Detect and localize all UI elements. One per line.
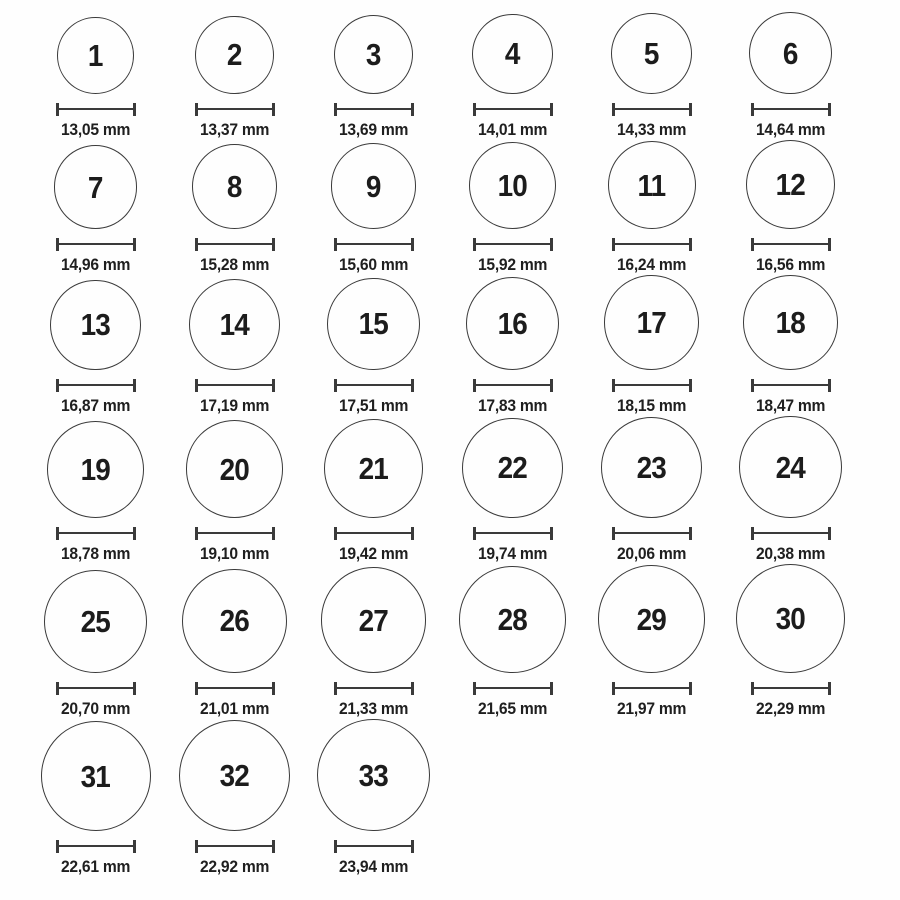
diameter-measure-line — [751, 238, 831, 251]
size-number: 17 — [636, 305, 667, 341]
diameter-measure-line — [334, 682, 414, 695]
diameter-label: 18,15 mm — [616, 396, 687, 415]
size-number: 1 — [88, 38, 103, 73]
diameter-measure-line — [334, 840, 414, 853]
diameter-measure-line — [612, 527, 692, 540]
diameter-label: 18,78 mm — [60, 544, 131, 563]
size-circle — [182, 569, 287, 674]
diameter-label: 23,94 mm — [338, 857, 409, 876]
size-circle — [189, 279, 280, 370]
chart-row — [26, 564, 900, 719]
diameter-label: 15,92 mm — [477, 255, 548, 274]
size-circle — [186, 420, 284, 518]
ring-size-cell — [165, 416, 304, 564]
size-number: 8 — [227, 169, 242, 205]
diameter-label: 17,19 mm — [199, 396, 270, 415]
diameter-label: 21,01 mm — [199, 699, 270, 718]
diameter-measure-line — [56, 103, 136, 116]
size-number: 3 — [366, 36, 381, 72]
diameter-measure-line — [334, 379, 414, 392]
size-circle — [317, 719, 429, 831]
diameter-label: 17,51 mm — [338, 396, 409, 415]
diameter-label: 13,05 mm — [60, 120, 131, 139]
size-circle — [601, 417, 702, 518]
size-circle — [462, 418, 562, 518]
diameter-measure-line — [195, 527, 275, 540]
diameter-label: 16,87 mm — [60, 396, 131, 415]
diameter-label: 14,01 mm — [477, 120, 548, 139]
ring-size-cell — [582, 275, 721, 416]
ring-size-cell — [165, 12, 304, 140]
ring-size-cell — [443, 564, 582, 719]
size-circle — [598, 565, 706, 673]
size-circle — [321, 567, 427, 673]
ring-size-cell — [443, 12, 582, 140]
size-number: 20 — [219, 451, 250, 487]
size-number: 15 — [358, 306, 389, 342]
ring-size-cell — [304, 416, 443, 564]
diameter-measure-line — [56, 840, 136, 853]
chart-row — [26, 140, 900, 275]
size-circle — [54, 145, 138, 229]
ring-size-cell — [26, 12, 165, 140]
size-circle — [459, 566, 566, 673]
ring-size-cell — [26, 275, 165, 416]
diameter-measure-line — [473, 238, 553, 251]
size-circle — [746, 140, 835, 229]
diameter-label: 16,24 mm — [616, 255, 687, 274]
diameter-measure-line — [473, 103, 553, 116]
diameter-measure-line — [751, 527, 831, 540]
diameter-label: 13,37 mm — [199, 120, 270, 139]
ring-size-cell — [26, 416, 165, 564]
diameter-measure-line — [473, 527, 553, 540]
size-circle — [611, 13, 692, 94]
diameter-label: 21,65 mm — [477, 699, 548, 718]
diameter-measure-line — [56, 379, 136, 392]
size-number: 31 — [80, 758, 111, 794]
size-number: 16 — [497, 305, 528, 341]
ring-size-cell — [26, 140, 165, 275]
size-number: 29 — [636, 601, 667, 637]
diameter-measure-line — [473, 682, 553, 695]
size-number: 5 — [644, 35, 659, 71]
diameter-measure-line — [334, 238, 414, 251]
size-number: 22 — [497, 450, 528, 486]
size-number: 9 — [366, 168, 381, 204]
diameter-measure-line — [612, 103, 692, 116]
diameter-measure-line — [56, 527, 136, 540]
ring-size-cell — [443, 140, 582, 275]
diameter-label: 20,06 mm — [616, 544, 687, 563]
diameter-measure-line — [195, 682, 275, 695]
diameter-measure-line — [751, 682, 831, 695]
diameter-measure-line — [195, 238, 275, 251]
ring-size-cell — [721, 140, 860, 275]
ring-size-cell — [304, 564, 443, 719]
ring-size-cell — [165, 275, 304, 416]
size-circle — [50, 280, 140, 370]
diameter-label: 16,56 mm — [755, 255, 826, 274]
size-number: 4 — [505, 36, 520, 72]
ring-size-cell — [304, 275, 443, 416]
size-number: 11 — [637, 167, 666, 203]
diameter-measure-line — [56, 238, 136, 251]
size-circle — [743, 275, 839, 370]
size-circle — [179, 720, 290, 831]
size-circle — [739, 416, 841, 518]
size-number: 10 — [497, 168, 528, 204]
size-number: 33 — [358, 757, 389, 793]
size-number: 19 — [80, 452, 111, 488]
size-circle — [195, 16, 273, 94]
size-circle — [736, 564, 845, 673]
diameter-measure-line — [751, 379, 831, 392]
diameter-label: 22,29 mm — [755, 699, 826, 718]
size-number: 7 — [88, 169, 103, 205]
ring-size-cell — [721, 12, 860, 140]
ring-size-cell — [582, 140, 721, 275]
size-number: 12 — [775, 167, 806, 202]
size-circle — [472, 14, 552, 94]
diameter-measure-line — [612, 238, 692, 251]
diameter-measure-line — [334, 103, 414, 116]
size-number: 2 — [227, 37, 242, 73]
diameter-measure-line — [334, 527, 414, 540]
diameter-label: 14,64 mm — [755, 120, 826, 139]
ring-size-cell — [26, 564, 165, 719]
size-circle — [192, 144, 277, 229]
size-number: 13 — [80, 307, 111, 343]
diameter-label: 19,74 mm — [477, 544, 548, 563]
ring-size-cell — [165, 719, 304, 877]
ring-size-cell — [165, 564, 304, 719]
diameter-label: 22,61 mm — [60, 857, 131, 876]
ring-size-cell — [582, 416, 721, 564]
size-number: 6 — [783, 35, 798, 71]
size-number: 25 — [80, 603, 111, 639]
diameter-label: 18,47 mm — [755, 396, 826, 415]
ring-size-cell — [304, 12, 443, 140]
ring-size-cell — [304, 140, 443, 275]
size-circle — [331, 143, 417, 229]
chart-row — [26, 416, 900, 564]
size-circle — [44, 570, 147, 673]
size-circle — [47, 421, 144, 518]
diameter-measure-line — [473, 379, 553, 392]
ring-size-cell — [165, 140, 304, 275]
ring-size-cell — [304, 719, 443, 877]
diameter-measure-line — [612, 379, 692, 392]
diameter-label: 20,38 mm — [755, 544, 826, 563]
diameter-measure-line — [56, 682, 136, 695]
ring-size-cell — [721, 275, 860, 416]
diameter-label: 14,33 mm — [616, 120, 687, 139]
size-circle — [608, 141, 696, 229]
size-number: 14 — [219, 306, 250, 342]
diameter-measure-line — [195, 379, 275, 392]
diameter-measure-line — [195, 840, 275, 853]
size-number: 32 — [219, 757, 250, 793]
size-circle — [469, 142, 556, 229]
chart-row — [26, 12, 900, 140]
diameter-label: 17,83 mm — [477, 396, 548, 415]
size-circle — [466, 277, 560, 371]
size-circle — [57, 17, 134, 94]
size-circle — [749, 12, 832, 94]
size-number: 24 — [775, 449, 806, 485]
diameter-label: 22,92 mm — [199, 857, 270, 876]
size-circle — [327, 278, 419, 370]
size-number: 23 — [636, 449, 667, 485]
size-circle — [324, 419, 423, 518]
ring-size-cell — [721, 416, 860, 564]
diameter-label: 20,70 mm — [60, 699, 131, 718]
ring-size-cell — [26, 719, 165, 877]
size-circle — [604, 275, 699, 370]
ring-size-cell — [443, 275, 582, 416]
ring-size-cell — [443, 416, 582, 564]
size-number: 21 — [358, 451, 389, 486]
diameter-label: 21,97 mm — [616, 699, 687, 718]
diameter-label: 15,28 mm — [199, 255, 270, 274]
diameter-label: 14,96 mm — [60, 255, 131, 274]
chart-row — [26, 275, 900, 416]
ring-size-cell — [721, 564, 860, 719]
diameter-measure-line — [612, 682, 692, 695]
size-circle — [41, 721, 151, 831]
diameter-label: 13,69 mm — [338, 120, 409, 139]
diameter-measure-line — [751, 103, 831, 116]
ring-size-cell — [582, 564, 721, 719]
chart-row — [26, 719, 900, 877]
diameter-measure-line — [195, 103, 275, 116]
diameter-label: 21,33 mm — [338, 699, 409, 718]
size-number: 30 — [775, 601, 806, 637]
size-number: 28 — [497, 602, 528, 638]
size-number: 26 — [219, 603, 250, 639]
ring-size-cell — [582, 12, 721, 140]
diameter-label: 19,10 mm — [199, 544, 270, 563]
diameter-label: 19,42 mm — [338, 544, 409, 563]
size-number: 27 — [358, 602, 389, 638]
size-number: 18 — [775, 305, 806, 341]
diameter-label: 15,60 mm — [338, 255, 409, 274]
size-circle — [334, 15, 413, 94]
